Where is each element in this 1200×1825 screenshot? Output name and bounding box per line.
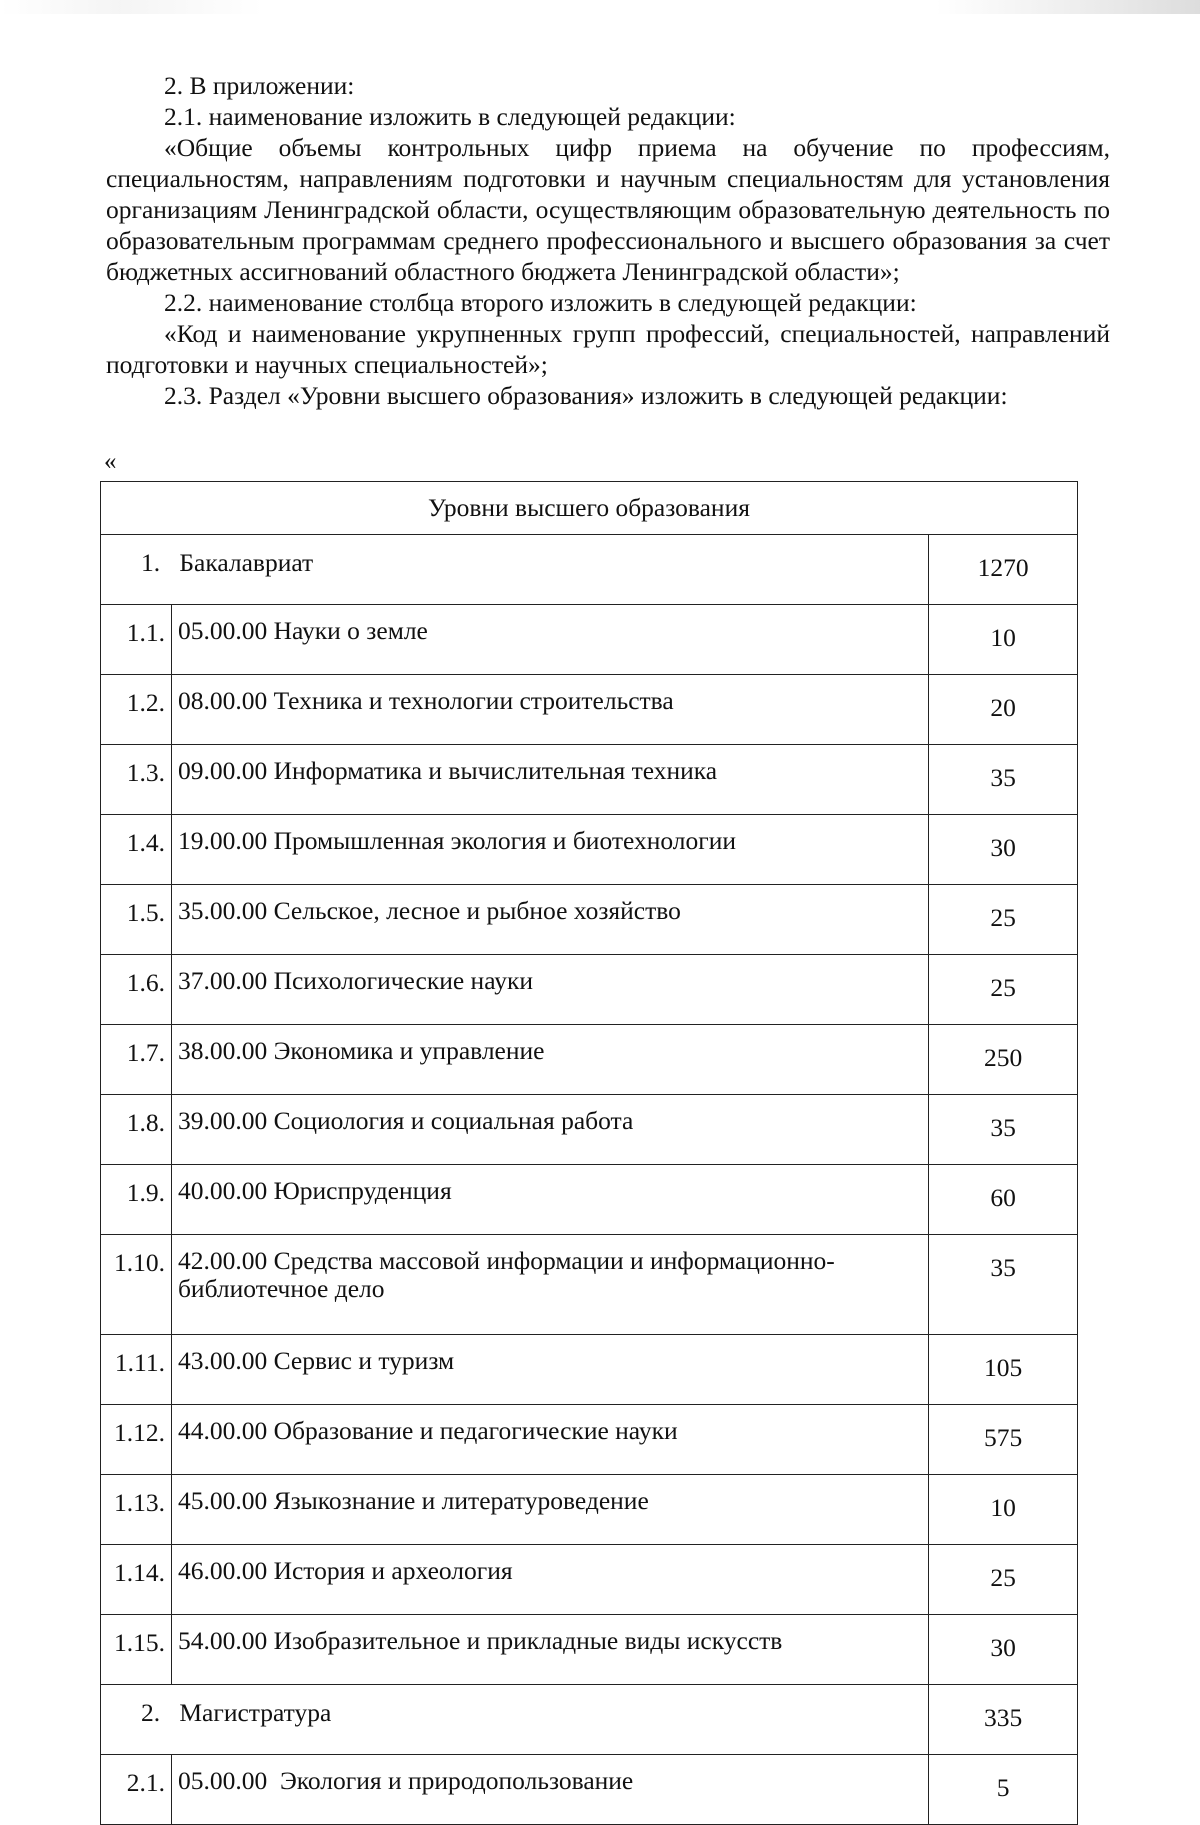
row-number: 1.4. (101, 815, 172, 885)
row-value: 30 (929, 1615, 1078, 1685)
row-name: 45.00.00 Языкознание и литературоведение (171, 1475, 928, 1545)
row-name: 35.00.00 Сельское, лесное и рыбное хозяйство (171, 885, 928, 955)
row-name: 38.00.00 Экономика и управление (171, 1025, 928, 1095)
row-name: 40.00.00 Юриспруденция (171, 1165, 928, 1235)
row-number: 1.15. (101, 1615, 172, 1685)
row-number: 1.10. (101, 1235, 172, 1335)
section-total: 1270 (929, 535, 1078, 605)
row-name: 54.00.00 Изобразительное и прикладные виды искусств (171, 1615, 928, 1685)
row-number: 2.1. (101, 1755, 172, 1825)
row-number: 1.9. (101, 1165, 172, 1235)
row-name: 08.00.00 Техника и технологии строительства (171, 675, 928, 745)
row-value: 5 (929, 1755, 1078, 1825)
row-name: 09.00.00 Информатика и вычислительная техника (171, 745, 928, 815)
scan-edge (0, 0, 1200, 14)
row-value: 105 (929, 1335, 1078, 1405)
row-value: 35 (929, 745, 1078, 815)
table-row (101, 885, 1078, 955)
row-name: 46.00.00 История и археология (171, 1545, 928, 1615)
row-value: 10 (929, 1475, 1078, 1545)
row-name: 39.00.00 Социология и социальная работа (171, 1095, 928, 1165)
row-name: 44.00.00 Образование и педагогические науки (171, 1405, 928, 1475)
table-row (101, 955, 1078, 1025)
document-text (106, 70, 1110, 411)
row-name: 43.00.00 Сервис и туризм (171, 1335, 928, 1405)
table-row (101, 1235, 1078, 1335)
table-row (101, 1475, 1078, 1545)
table-row (101, 1545, 1078, 1615)
higher-education-table (100, 481, 1078, 1825)
table-row (101, 1025, 1078, 1095)
row-value: 30 (929, 815, 1078, 885)
row-number: 1.2. (101, 675, 172, 745)
table-row (101, 1755, 1078, 1825)
section-row-bachelor (101, 535, 1078, 605)
row-number: 1.13. (101, 1475, 172, 1545)
table-title-row (101, 482, 1078, 535)
section-label (101, 535, 929, 605)
row-value: 20 (929, 675, 1078, 745)
row-value: 25 (929, 955, 1078, 1025)
section-title: Бакалавриат (179, 548, 314, 577)
row-value: 250 (929, 1025, 1078, 1095)
section-total: 335 (929, 1685, 1078, 1755)
row-number: 1.8. (101, 1095, 172, 1165)
table-row (101, 745, 1078, 815)
row-number: 1.12. (101, 1405, 172, 1475)
paragraph-appendix: 2. В приложении: (164, 71, 355, 100)
table-row (101, 1615, 1078, 1685)
section-title: Магистратура (179, 1698, 332, 1727)
paragraph-column-name: «Код и наименование укрупненных групп профессий, специальностей, направлений подготовки и научных специальностей»; (106, 319, 1110, 379)
paragraph-new-title: «Общие объемы контрольных цифр приема на обучение по профессиям, специальностям, направлениям подготовки и научным специальностям для установления организациям Ленинградской области, осуществляющим образовательную деятельность по образовательным программам среднего профессионального и высшего образования за счет бюджетных ассигнований областного бюджета Ленинградской области»; (106, 133, 1110, 286)
section-number: 1. (141, 548, 161, 577)
table-row (101, 605, 1078, 675)
row-name: 05.00.00 Экология и природопользование (171, 1755, 928, 1825)
opening-quote: « (104, 448, 117, 475)
section-number: 2. (141, 1698, 161, 1727)
table-row (101, 1095, 1078, 1165)
row-value: 60 (929, 1165, 1078, 1235)
section-row-master (101, 1685, 1078, 1755)
paragraph-2-2: 2.2. наименование столбца второго изложить в следующей редакции: (164, 288, 917, 317)
row-value: 25 (929, 885, 1078, 955)
row-number: 1.7. (101, 1025, 172, 1095)
row-number: 1.14. (101, 1545, 172, 1615)
paragraph-2-3: 2.3. Раздел «Уровни высшего образования» изложить в следующей редакции: (164, 381, 1008, 410)
table-row (101, 1335, 1078, 1405)
table-row (101, 1165, 1078, 1235)
row-value: 25 (929, 1545, 1078, 1615)
row-value: 10 (929, 605, 1078, 675)
table-row (101, 675, 1078, 745)
section-label (101, 1685, 929, 1755)
row-number: 1.6. (101, 955, 172, 1025)
row-value: 35 (929, 1235, 1078, 1335)
row-name: 42.00.00 Средства массовой информации и информационно-библиотечное дело (171, 1235, 928, 1335)
paragraph-2-1: 2.1. наименование изложить в следующей редакции: (164, 102, 736, 131)
row-number: 1.11. (101, 1335, 172, 1405)
table-row (101, 815, 1078, 885)
row-number: 1.1. (101, 605, 172, 675)
row-name: 05.00.00 Науки о земле (171, 605, 928, 675)
table-row (101, 1405, 1078, 1475)
row-name: 19.00.00 Промышленная экология и биотехнологии (171, 815, 928, 885)
row-name: 37.00.00 Психологические науки (171, 955, 928, 1025)
row-number: 1.3. (101, 745, 172, 815)
row-number: 1.5. (101, 885, 172, 955)
row-value: 35 (929, 1095, 1078, 1165)
row-value: 575 (929, 1405, 1078, 1475)
table-title: Уровни высшего образования (101, 482, 1078, 535)
